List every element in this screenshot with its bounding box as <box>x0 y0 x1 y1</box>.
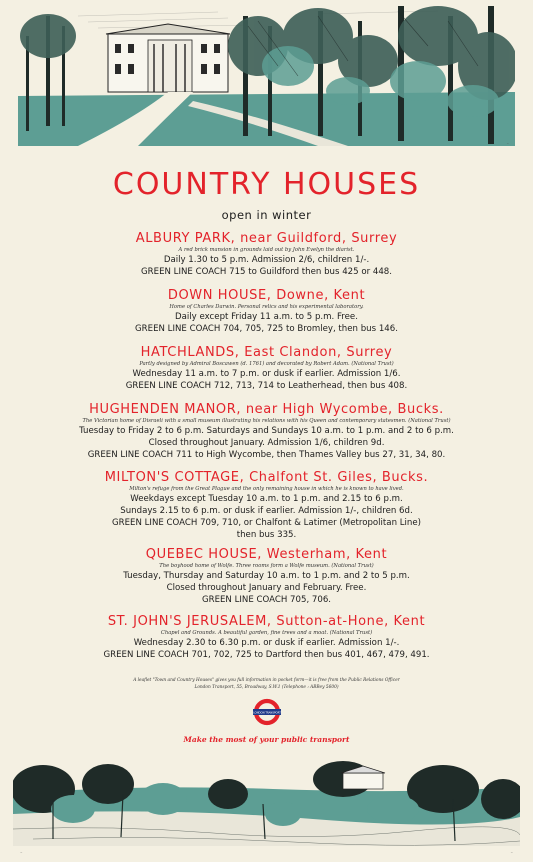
house-transport: GREEN LINE COACH 712, 713, 714 to Leatherhead, then bus 408. <box>125 381 408 391</box>
house-hours: Tuesday, Thursday and Saturday 10 a.m. to 1 p.m. and 2 to 5 p.m. <box>123 571 410 581</box>
house-name: ALBURY PARK, near Guildford, Surrey <box>135 231 398 246</box>
house-entry <box>0 345 533 392</box>
house-name: QUEBEC HOUSE, Westerham, Kent <box>145 547 388 562</box>
house-transport: GREEN LINE COACH 709, 710, or Chalfont & Latimer (Metropolitan Line) <box>111 518 422 528</box>
poster-title: COUNTRY HOUSES <box>112 167 421 202</box>
poster-subtitle: open in winter <box>221 208 312 222</box>
house-transport: GREEN LINE COACH 715 to Guildford then bus 425 or 448. <box>141 267 392 277</box>
top-illustration <box>18 6 515 146</box>
footnote-line: London Transport, 55, Broadway, S.W.1 (Telephone : ABBey 5600) <box>194 685 339 690</box>
house-note: Milton's refuge from the Great Plague and the only remaining house in which he is known to have lived. <box>129 486 404 492</box>
house-name: HUGHENDEN MANOR, near High Wycombe, Bucks. <box>89 402 444 417</box>
footnote-line: A leaflet "Town and Country Houses" gives you full information in pocket form—it is free from the Public Relations Officer <box>133 678 400 683</box>
house-entry <box>0 470 533 541</box>
print-code-right: ~ <box>510 850 513 854</box>
house-hours: Daily except Friday 11 a.m. to 5 p.m. Free. <box>175 312 358 322</box>
house-sunday-hours: Sundays 2.15 to 6 p.m. or dusk if earlier. Admission 1/-, children 6d. <box>120 506 413 516</box>
house-closing: Closed throughout January. Admission 1/6, children 9d. <box>148 438 385 448</box>
house-note: Chapel and Grounds. A beautiful garden, fine trees and a moat. (National Trust) <box>160 630 373 636</box>
house-name: ST. JOHN'S JERUSALEM, Sutton-at-Hone, Kent <box>107 614 426 629</box>
house-transport: GREEN LINE COACH 701, 702, 725 to Dartford then bus 401, 467, 479, 491. <box>103 650 430 660</box>
house-hours: Daily 1.30 to 5 p.m. Admission 2/6, children 1/-. <box>163 255 370 265</box>
tagline: Make the most of your public transport <box>183 735 350 744</box>
house-entry <box>0 402 533 461</box>
house-entry <box>0 231 533 278</box>
house-name: MILTON'S COTTAGE, Chalfont St. Giles, Bucks. <box>104 470 429 485</box>
house-entry <box>0 547 533 606</box>
house-entry <box>0 614 533 661</box>
print-code-left: ~ <box>20 850 23 854</box>
house-hours: Tuesday to Friday 2 to 6 p.m. Saturdays and Sundays 10 a.m. to 1 p.m. and 2 to 6 p.m. <box>79 426 454 436</box>
house-note: The Victorian home of Disraeli with a small museum illustrating his relations with his Queen and contemporary statesmen. (National Trust) <box>82 418 451 424</box>
house-name: HATCHLANDS, East Clandon, Surrey <box>140 345 393 360</box>
house-note: A red brick mansion in grounds laid out by John Evelyn the diarist. <box>178 247 355 253</box>
artist-signature: ~ <box>506 141 509 145</box>
house-hours: Wednesday 11 a.m. to 7 p.m. or dusk if earlier. Admission 1/6. <box>132 369 401 379</box>
house-hours: Weekdays except Tuesday 10 a.m. to 1 p.m. and 2.15 to 6 p.m. <box>130 494 403 504</box>
london-transport-roundel-icon <box>252 697 282 727</box>
roundel-label: LONDON TRANSPORT <box>253 711 281 715</box>
house-entry <box>0 288 533 335</box>
house-name: DOWN HOUSE, Downe, Kent <box>167 288 366 303</box>
house-note: The boyhood home of Wolfe. Three rooms form a Wolfe museum. (National Trust) <box>159 563 374 569</box>
house-note: Home of Charles Darwin. Personal relics and his experimental laboratory. <box>169 304 364 310</box>
house-note: Partly designed by Admiral Boscawen (d. 1761) and decorated by Robert Adam. (National Trust) <box>139 361 394 367</box>
house-transport-cont: then bus 335. <box>236 530 297 540</box>
house-hours: Wednesday 2.30 to 6.30 p.m. or dusk if earlier. Admission 1/-. <box>133 638 400 648</box>
bottom-illustration <box>13 759 520 846</box>
house-transport: GREEN LINE COACH 704, 705, 725 to Bromley, then bus 146. <box>135 324 398 334</box>
house-closing: Closed throughout January and February. Free. <box>166 583 367 593</box>
leaflet-footnote <box>0 677 533 691</box>
house-transport: GREEN LINE COACH 711 to High Wycombe, then Thames Valley bus 27, 31, 34, 80. <box>87 450 446 460</box>
house-transport: GREEN LINE COACH 705, 706. <box>201 595 332 605</box>
